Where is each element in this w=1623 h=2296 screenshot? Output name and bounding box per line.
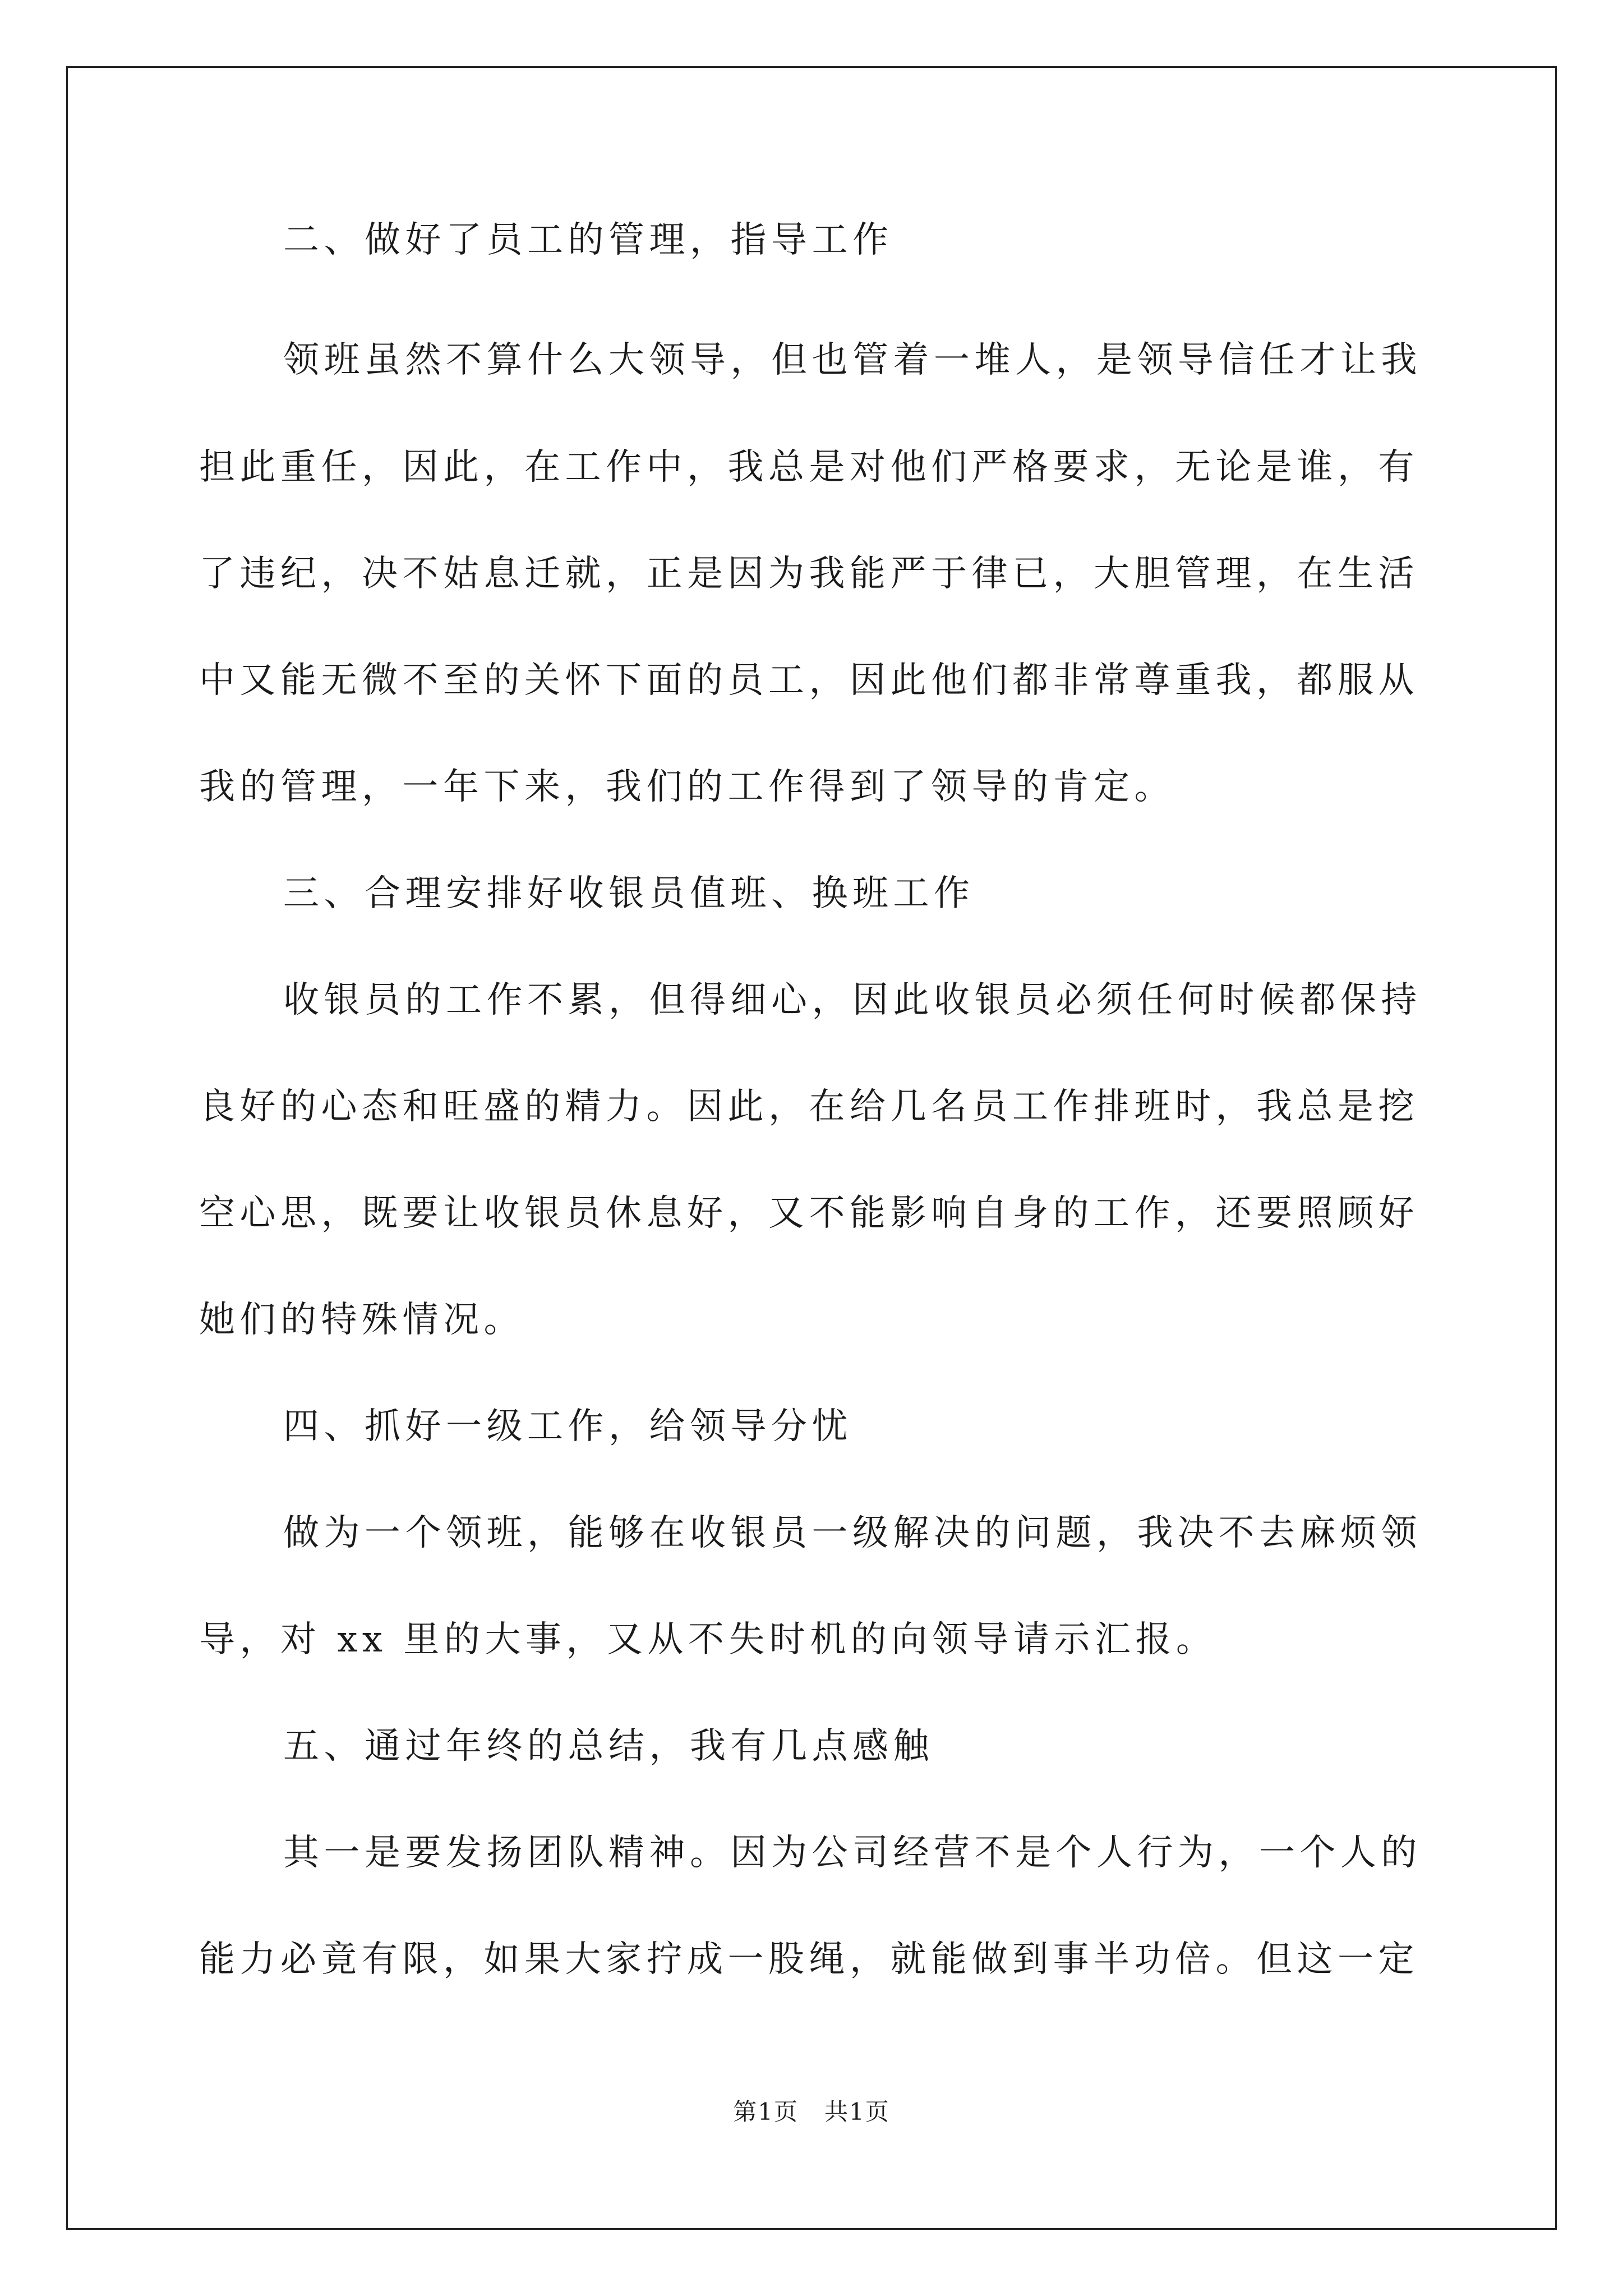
paragraph-line: 我的管理，一年下来，我们的工作得到了领导的肯定。 xyxy=(199,766,1175,808)
paragraph-line: 空心思，既要让收银员休息好，又不能影响自身的工作，还要照顾好 xyxy=(199,1193,1419,1234)
paragraph-line: 担此重任，因此，在工作中，我总是对他们严格要求，无论是谁，有 xyxy=(199,447,1419,488)
paragraph-line: 中又能无微不至的关怀下面的员工，因此他们都非常尊重我，都服从 xyxy=(199,660,1419,701)
page-border xyxy=(66,66,1557,2230)
paragraph-line: 领班虽然不算什么大领导，但也管着一堆人，是领导信任才让我 xyxy=(283,339,1422,381)
page-number-footer: 第1页 共1页 xyxy=(733,2098,890,2125)
section-heading-4: 四、抓好一级工作，给领导分忧 xyxy=(283,1406,852,1447)
paragraph-line: 导，对 xx 里的大事，又从不失时机的向领导请示汇报。 xyxy=(199,1619,1217,1660)
paragraph-line: 做为一个领班，能够在收银员一级解决的问题，我决不去麻烦领 xyxy=(283,1512,1422,1554)
paragraph-line: 良好的心态和旺盛的精力。因此，在给几名员工作排班时，我总是挖 xyxy=(199,1086,1419,1128)
paragraph-line: 她们的特殊情况。 xyxy=(199,1299,524,1341)
section-heading-3: 三、合理安排好收银员值班、换班工作 xyxy=(283,873,975,914)
section-heading-5: 五、通过年终的总结，我有几点感触 xyxy=(283,1726,934,1767)
paragraph-line: 收银员的工作不累，但得细心，因此收银员必须任何时候都保持 xyxy=(283,979,1422,1021)
section-heading-2: 二、做好了员工的管理，指导工作 xyxy=(283,219,893,261)
paragraph-line: 其一是要发扬团队精神。因为公司经营不是个人行为，一个人的 xyxy=(283,1832,1422,1874)
paragraph-line: 能力必竟有限，如果大家拧成一股绳，就能做到事半功倍。但这一定 xyxy=(199,1939,1419,1980)
paragraph-line: 了违纪，决不姑息迁就，正是因为我能严于律已，大胆管理，在生活 xyxy=(199,553,1419,595)
